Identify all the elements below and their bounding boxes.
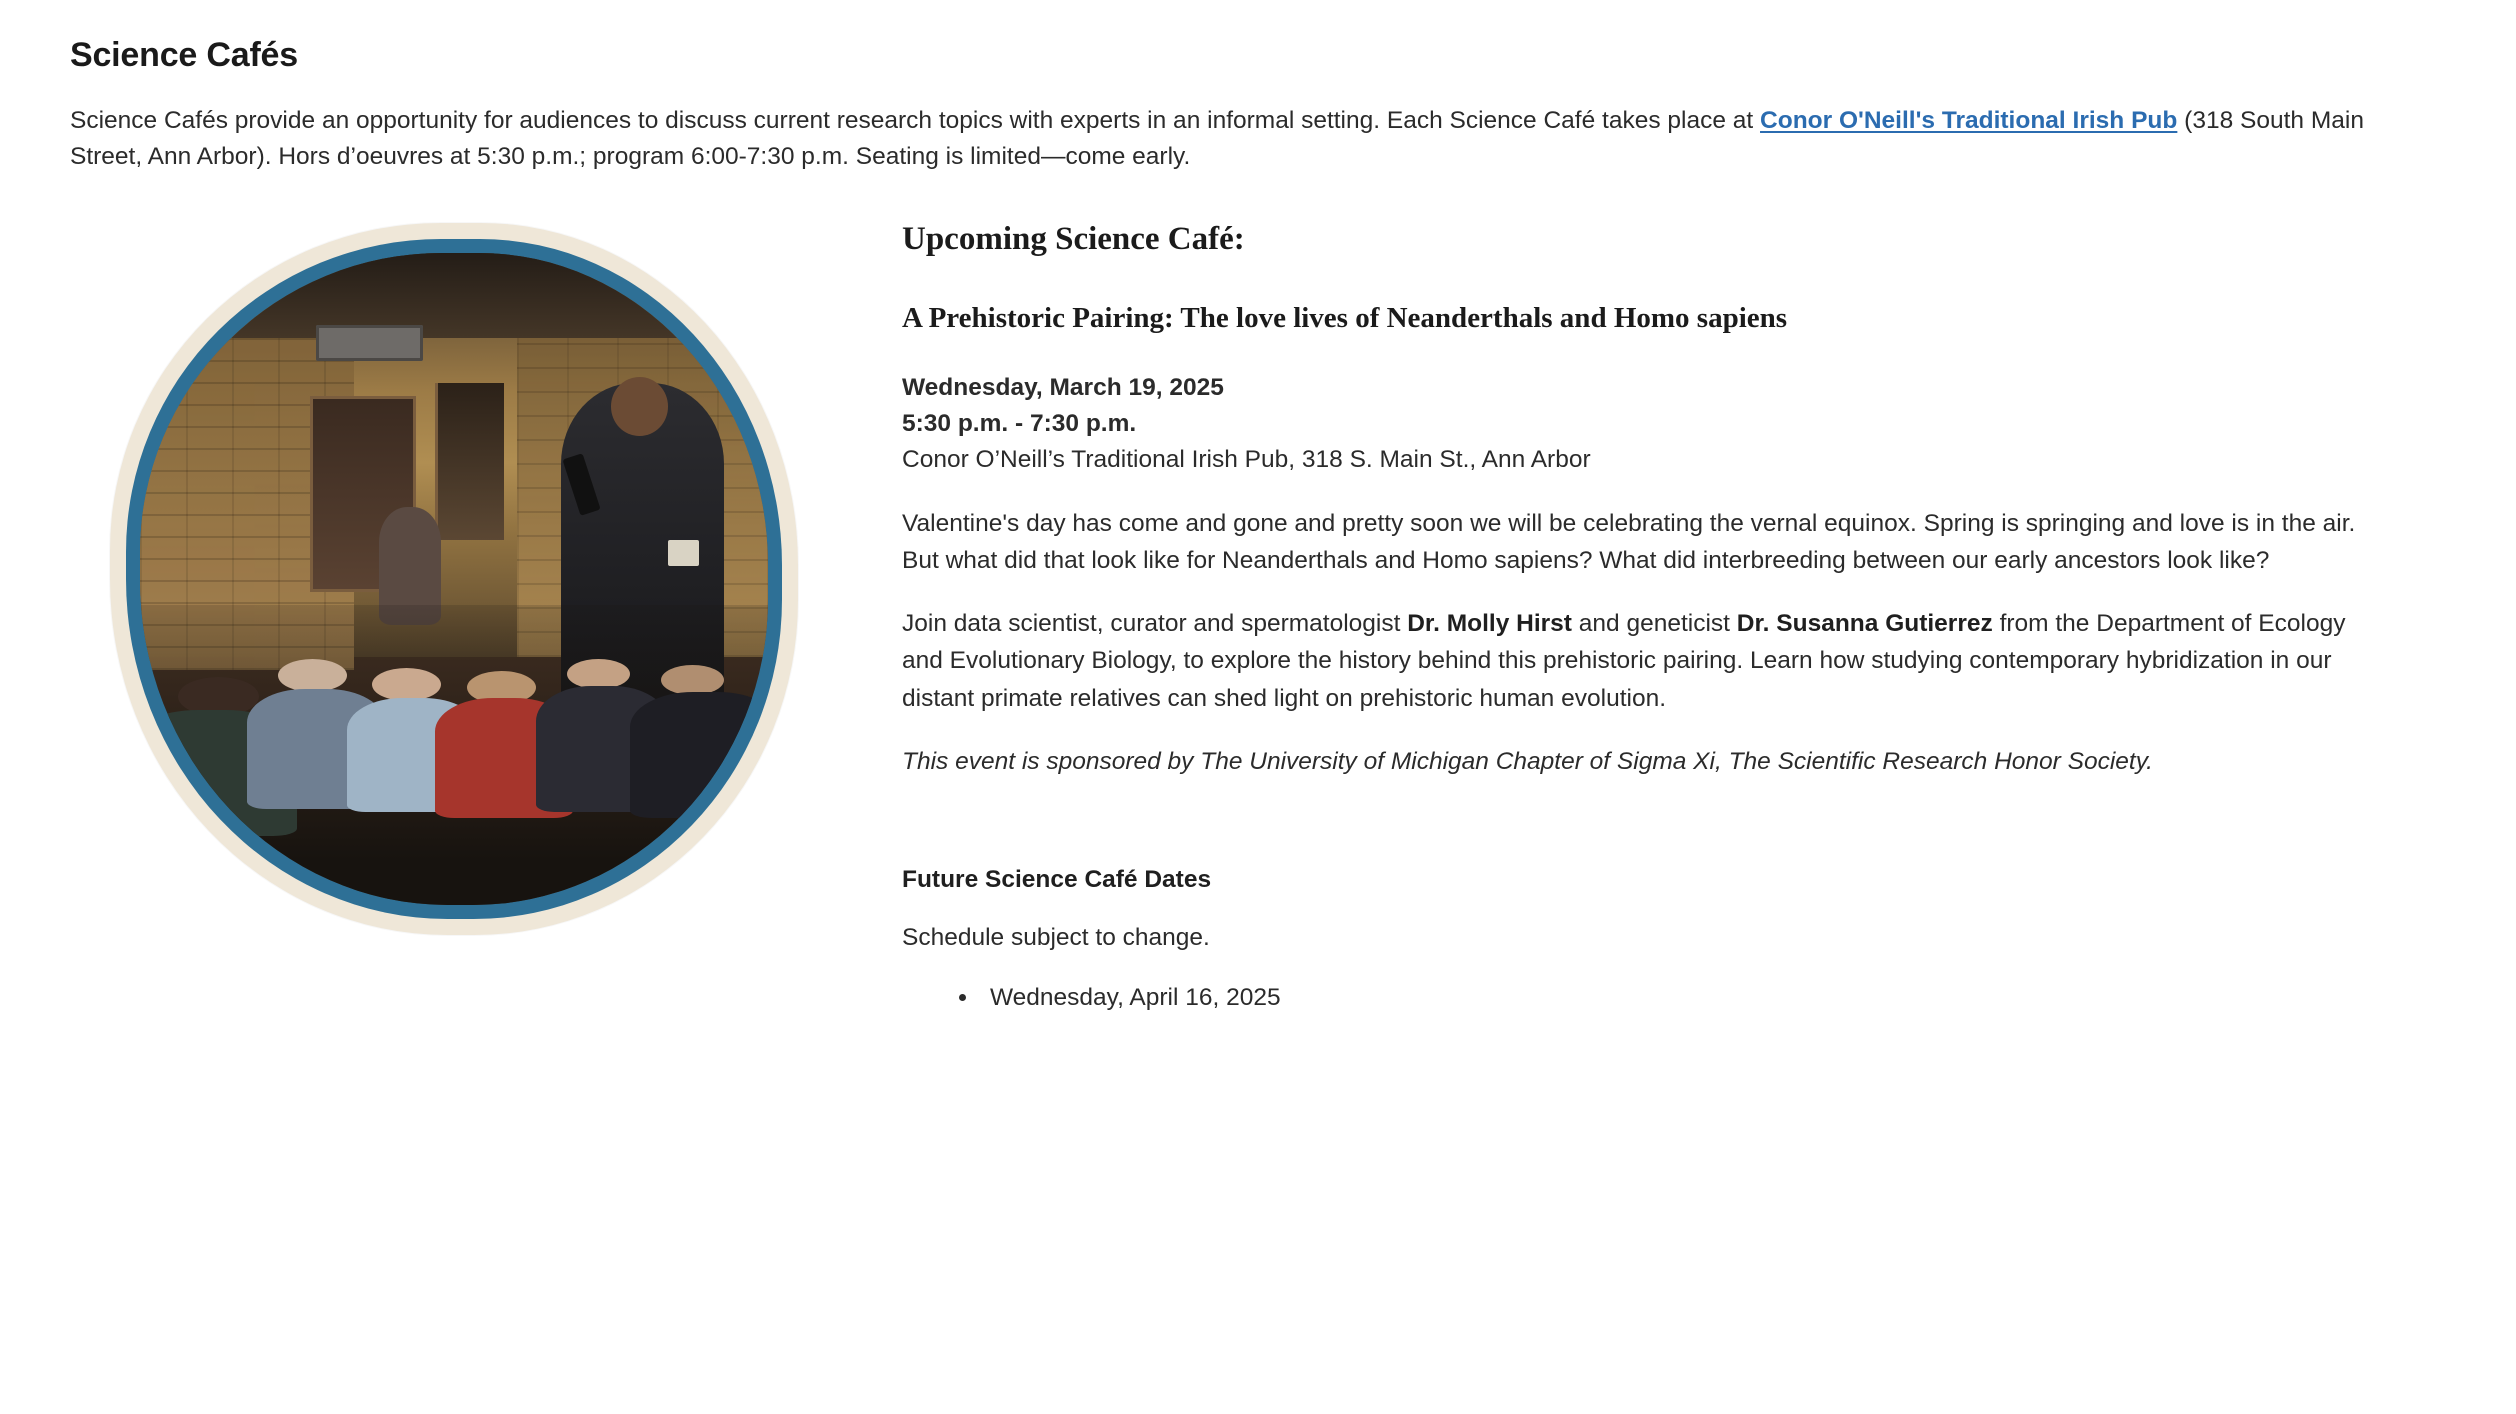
photo-teal-ring — [126, 239, 782, 919]
description-text-2: and geneticist — [1571, 610, 1737, 638]
photo-name-badge — [668, 540, 699, 566]
intro-text-before-link: Science Cafés provide an opportunity for audiences to discuss current research topics with experts in an informal setting. Each Science Café takes place at — [70, 106, 1761, 134]
upcoming-heading: Upcoming Science Café: — [902, 221, 1245, 257]
intro-text-after-link: (318 South Main Street, Ann Arbor). Hors d’oeuvres at 5:30 p.m.; program 6:00-7:30 p.m. Seating is limited—come early. — [70, 106, 2364, 170]
event-time: 5:30 p.m. - 7:30 p.m. — [902, 410, 1137, 438]
description-text-1: Join data scientist, curator and spermatologist — [902, 610, 1408, 638]
list-item: • Wednesday, April 16, 2025 — [980, 978, 2386, 1017]
photo-audience-head — [661, 665, 724, 695]
future-dates-heading: Future Science Café Dates — [902, 866, 1212, 894]
speaker-name-2: Dr. Susanna Gutierrez — [1736, 610, 1993, 638]
photo-audience — [140, 605, 768, 905]
future-dates-list — [902, 978, 2386, 1017]
pub-link[interactable]: Conor O'Neill's Traditional Irish Pub — [1760, 106, 2178, 134]
photo-audience-head — [567, 659, 630, 689]
photo-audience-body — [630, 692, 768, 818]
event-description-2 — [902, 605, 2386, 717]
content-row — [70, 215, 2446, 1018]
speaker-name-1: Dr. Molly Hirst — [1407, 610, 1572, 638]
event-description-1: Valentine's day has come and gone and pretty soon we will be celebrating the vernal equinox. Spring is springing and love is in the air. But what did that look like for Neanderthals and Homo sapiens? What did interbreeding between our early ancestors look like? — [902, 509, 2356, 574]
event-photo — [110, 223, 798, 935]
page-title: Science Cafés — [70, 36, 298, 74]
future-dates-note: Schedule subject to change. — [902, 924, 1210, 952]
event-details — [902, 370, 2386, 479]
photo-audience-head — [372, 668, 441, 701]
intro-paragraph — [70, 103, 2380, 176]
event-location: Conor O’Neill’s Traditional Irish Pub, 318 S. Main St., Ann Arbor — [902, 446, 1591, 474]
event-sponsor: This event is sponsored by The University of Michigan Chapter of Sigma Xi, The Scientific Research Honor Society. — [902, 747, 2153, 775]
photo-wall-vent — [316, 325, 423, 361]
event-date: Wednesday, March 19, 2025 — [902, 373, 1224, 401]
photo-audience-head — [278, 659, 347, 692]
event-title: A Prehistoric Pairing: The love lives of Neanderthals and Homo sapiens — [902, 302, 1788, 335]
photo-ceiling-beam — [140, 253, 768, 338]
event-column — [830, 215, 2446, 1018]
photo-speaker-head — [611, 377, 668, 436]
photo-image — [140, 253, 768, 905]
photo-column — [70, 215, 830, 935]
photo-window — [435, 383, 504, 539]
description-text-3: from the Department of Ecology and Evolutionary Biology, to explore the history behind this prehistoric pairing. Learn how studying contemporary hybridization in our distant primate relatives can shed light on prehistoric human evolution. — [902, 610, 2346, 712]
